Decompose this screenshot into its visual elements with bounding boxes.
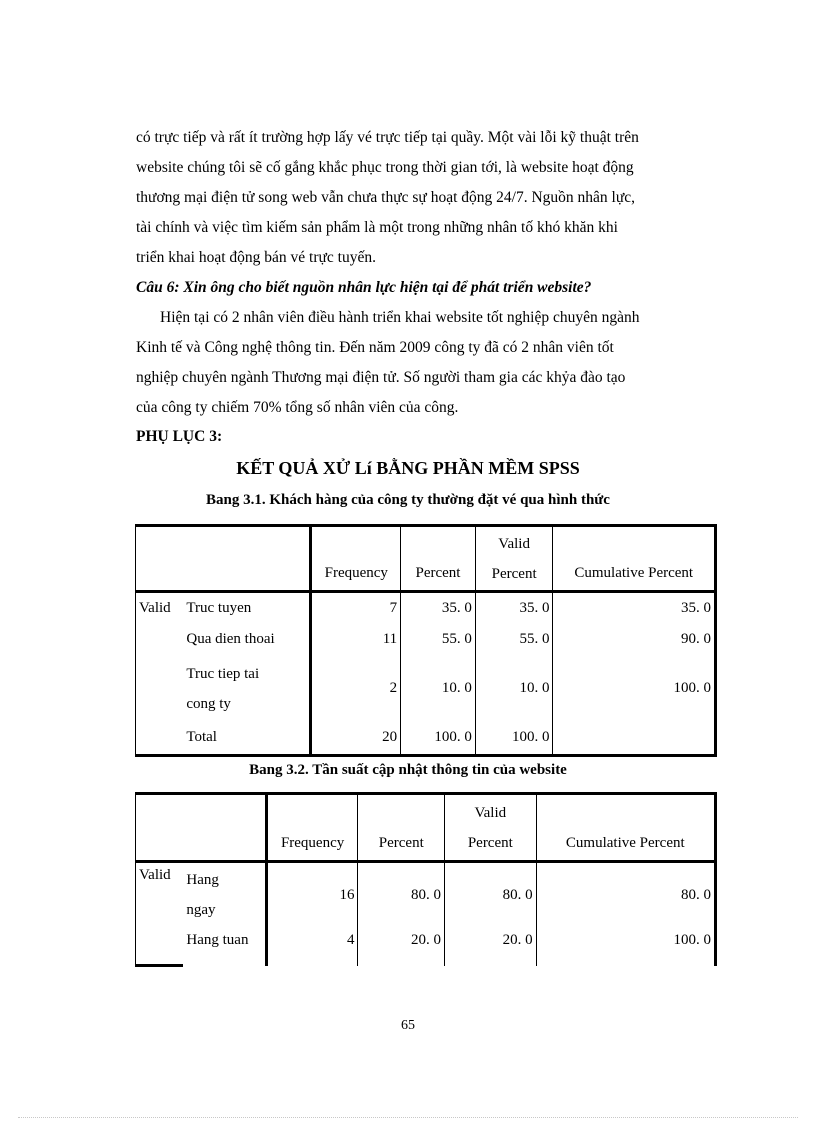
cell-cumulative-percent: 100. 0 [553, 656, 716, 722]
cell-frequency: 20 [311, 722, 401, 756]
table1-header-row [136, 526, 716, 592]
cell-percent: 20. 0 [358, 928, 445, 966]
question-heading: Câu 6: Xin ông cho biết nguồn nhân lực hiện tại để phát triển website? [136, 279, 592, 296]
header-valid-bottom: Percent [467, 834, 513, 851]
page-bottom-divider [18, 1117, 798, 1118]
row-label-line: ngay [186, 902, 216, 919]
cell-percent: 80. 0 [358, 862, 445, 928]
row-label [183, 656, 311, 722]
row-label-line: Hang [186, 872, 219, 889]
table1-header-blank [136, 526, 311, 592]
page-number: 65 [401, 1018, 415, 1033]
table-row [136, 592, 716, 624]
appendix-heading: PHỤ LỤC 3: [136, 428, 223, 445]
row-label: Total [183, 722, 311, 756]
table2-caption: Bang 3.2. Tần suất cập nhật thông tin của website [249, 762, 567, 778]
cell-percent: 100. 0 [401, 722, 476, 756]
table-row [136, 722, 716, 756]
paragraph-line: có trực tiếp và rất ít trường hợp lấy vé trực tiếp tại quầy. Một vài lỗi kỹ thuật trên [136, 129, 639, 146]
row-label-line: cong ty [186, 695, 231, 712]
header-valid-top: Valid [474, 804, 507, 821]
paragraph-line: thương mại điện tử song web vẫn chưa thực sự hoạt động 24/7. Nguồn nhân lực, [136, 189, 635, 206]
cell-cumulative-percent: 100. 0 [536, 928, 715, 966]
table-row [136, 656, 716, 722]
paragraph-line: tài chính và việc tìm kiếm sản phẩm là một trong những nhân tố khó khăn khi [136, 219, 618, 236]
row-label-line: Truc tiep tai [186, 665, 260, 682]
table-row [136, 624, 716, 656]
table2-header-frequency: Frequency [266, 794, 358, 862]
table-row [136, 928, 716, 966]
table2-group-label: Valid [136, 862, 184, 928]
cell-cumulative-percent: 35. 0 [553, 592, 716, 624]
paragraph-line: Hiện tại có 2 nhân viên điều hành triển khai website tốt nghiệp chuyên ngành [160, 309, 640, 326]
cell-valid-percent: 55. 0 [475, 624, 553, 656]
row-label: Truc tuyen [183, 592, 311, 624]
paragraph-line: nghiệp chuyên ngành Thương mại điện tử. Số người tham gia các khỷa đào tạo [136, 369, 626, 386]
header-valid-top: Valid [498, 535, 530, 552]
table1-header-cumulative: Cumulative Percent [553, 526, 716, 592]
table1 [135, 524, 717, 757]
table2-header-percent: Percent [358, 794, 445, 862]
cell-frequency: 2 [311, 656, 401, 722]
cell-cumulative-percent: 80. 0 [536, 862, 715, 928]
cell-valid-percent: 35. 0 [475, 592, 553, 624]
table1-caption: Bang 3.1. Khách hàng của công ty thường đặt vé qua hình thức [206, 492, 610, 508]
table2-header-row [136, 794, 716, 862]
main-heading: KẾT QUẢ XỬ Lí BẰNG PHẦN MỀM SPSS [236, 458, 580, 478]
cell-percent: 35. 0 [401, 592, 476, 624]
cell-valid-percent: 20. 0 [445, 928, 537, 966]
paragraph-line: Kinh tế và Công nghệ thông tin. Đến năm 2009 công ty đã có 2 nhân viên tốt [136, 339, 614, 356]
table1-header-percent: Percent [401, 526, 476, 592]
table1-header-frequency: Frequency [311, 526, 401, 592]
table2-header-cumulative: Cumulative Percent [536, 794, 715, 862]
cell-frequency: 7 [311, 592, 401, 624]
table1-group-label: Valid [136, 592, 184, 624]
table2 [135, 792, 717, 967]
paragraph-line: của công ty chiếm 70% tổng số nhân viên của công. [136, 399, 459, 416]
paragraph-line: triển khai hoạt động bán vé trực tuyến. [136, 249, 376, 266]
cell-percent: 10. 0 [401, 656, 476, 722]
cell-frequency: 4 [266, 928, 358, 966]
table1-header-valid-percent [475, 526, 553, 592]
row-label: Hang tuan [183, 928, 266, 966]
cell-percent: 55. 0 [401, 624, 476, 656]
paragraph-line: website chúng tôi sẽ cố gắng khắc phục trong thời gian tới, là website hoạt động [136, 159, 634, 176]
table2-header-blank [136, 794, 267, 862]
row-label: Qua dien thoai [183, 624, 311, 656]
cell-valid-percent: 100. 0 [475, 722, 553, 756]
table2-header-valid-percent [445, 794, 537, 862]
cell-frequency: 11 [311, 624, 401, 656]
row-label [183, 862, 266, 928]
cell-valid-percent: 10. 0 [475, 656, 553, 722]
cell-valid-percent: 80. 0 [445, 862, 537, 928]
table-row [136, 862, 716, 928]
cell-cumulative-percent: 90. 0 [553, 624, 716, 656]
header-valid-bottom: Percent [491, 565, 537, 582]
cell-frequency: 16 [266, 862, 358, 928]
